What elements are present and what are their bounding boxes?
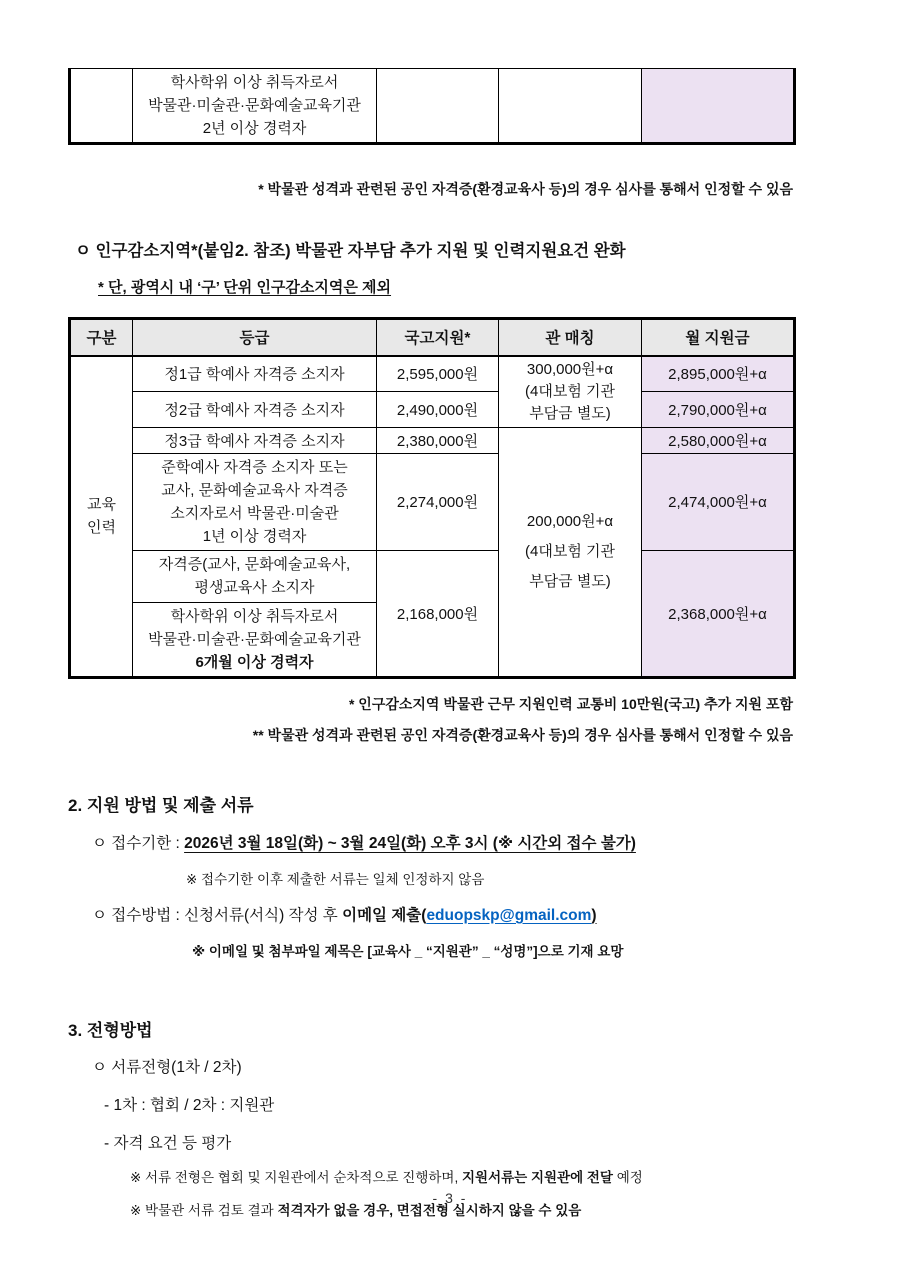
grade-line: 교사, 문화예술교육사 자격증 xyxy=(161,481,348,499)
frag-category-cell xyxy=(70,69,133,144)
matching-line: 부담금 별도) xyxy=(529,572,611,590)
section3-heading: 3. 전형방법 xyxy=(68,1020,153,1040)
deadline-line xyxy=(92,831,793,853)
table-row xyxy=(70,391,795,427)
subsidy-cell: 2,274,000원 xyxy=(377,453,499,550)
monthly-cell: 2,895,000원+α xyxy=(642,356,795,392)
grade-line: 1년 이상 경력자 xyxy=(202,527,307,545)
header-category: 구분 xyxy=(70,319,133,356)
continued-table-fragment xyxy=(68,68,796,145)
grade-line: 2년 이상 경력자 xyxy=(202,120,307,137)
screening-item: ㅇ 서류전형(1차 / 2차) xyxy=(92,1058,242,1076)
deadline-value: 2026년 3월 18일(화) ~ 3월 24일(화) 오후 3시 (※ 시간외 접수 불가) xyxy=(184,834,636,852)
matching-line: 부담금 별도) xyxy=(529,404,611,422)
grade-line-bold: 6개월 이상 경력자 xyxy=(195,653,314,671)
table-row xyxy=(70,427,795,453)
category-line: 교육 xyxy=(87,496,116,513)
table-row xyxy=(70,356,795,392)
grade-cell xyxy=(133,602,377,677)
method-close-paren: ) xyxy=(591,906,597,924)
grade-line: 박물관·미술관·문화예술교육기관 xyxy=(148,630,361,648)
table-row xyxy=(70,453,795,550)
method-bold: 이메일 제출( xyxy=(342,906,427,924)
table-row xyxy=(70,550,795,602)
subsidy-cell: 2,380,000원 xyxy=(377,427,499,453)
grade-line: 준학예사 자격증 소지자 또는 xyxy=(161,458,348,476)
note-text-bold: 지원서류는 지원관에 전달 xyxy=(461,1169,613,1185)
header-grade: 등급 xyxy=(133,319,377,356)
monthly-cell: 2,790,000원+α xyxy=(642,391,795,427)
matching-line: 300,000원+α xyxy=(526,360,614,378)
matching-cell xyxy=(499,427,642,677)
note-text: 예정 xyxy=(612,1169,643,1185)
screening-note-1 xyxy=(130,1166,793,1186)
header-matching: 관 매칭 xyxy=(499,319,642,356)
note-text: ※ 서류 전형은 협회 및 지원관에서 순차적으로 진행하며, xyxy=(130,1169,462,1185)
note-text: ※ 박물관 서류 검토 결과 xyxy=(130,1202,278,1218)
monthly-cell: 2,368,000원+α xyxy=(642,550,795,677)
fragment-footnote: * 박물관 성격과 관련된 공인 자격증(환경교육사 등)의 경우 심사를 통해서 인정할 수 있음 xyxy=(258,181,793,197)
monthly-cell: 2,474,000원+α xyxy=(642,453,795,550)
grade-cell xyxy=(133,453,377,550)
grade-cell xyxy=(133,550,377,602)
section1-heading: ㅇ 인구감소지역*(붙임2. 참조) 박물관 자부담 추가 지원 및 인력지원요건 완화 xyxy=(75,242,626,260)
subsidy-cell: 2,490,000원 xyxy=(377,391,499,427)
table-header-row xyxy=(70,319,795,356)
section1-subnote: * 단, 광역시 내 ‘구’ 단위 인구감소지역은 제외 xyxy=(98,279,392,296)
grade-cell: 정3급 학예사 자격증 소지자 xyxy=(133,427,377,453)
screening-criteria-item: - 자격 요건 등 평가 xyxy=(104,1134,232,1152)
note-text-bold: 적격자가 없을 경우, 면접전형 실시하지 않을 수 있음 xyxy=(277,1202,582,1218)
category-cell xyxy=(70,356,133,678)
method-note: ※ 이메일 및 첨부파일 제목은 [교육사 _ “지원관” _ “성명”]으로 기재 요망 xyxy=(192,943,624,959)
page-number: - 3 - xyxy=(432,1190,468,1206)
table-row xyxy=(70,69,795,144)
grade-line: 자격증(교사, 문화예술교육사, xyxy=(158,556,351,573)
deadline-label: ㅇ 접수기한 : xyxy=(92,834,185,852)
matching-cell xyxy=(499,356,642,428)
table-footnote-1: * 인구감소지역 박물관 근무 지원인력 교통비 10만원(국고) 추가 지원 포함 xyxy=(348,695,793,712)
grade-line: 학사학위 이상 취득자로서 xyxy=(170,607,339,625)
method-line xyxy=(92,903,793,925)
frag-matching-cell xyxy=(499,69,642,144)
grade-line: 평생교육사 소지자 xyxy=(194,579,315,596)
monthly-cell: 2,580,000원+α xyxy=(642,427,795,453)
email-link[interactable]: eduopskp@gmail.com xyxy=(426,906,592,924)
deadline-note: ※ 접수기한 이후 제출한 서류는 일체 인정하지 않음 xyxy=(186,871,485,887)
frag-subsidy-cell xyxy=(377,69,499,144)
grade-line: 소지자로서 박물관·미술관 xyxy=(170,504,339,522)
grade-line: 박물관·미술관·문화예술교육기관 xyxy=(148,97,361,114)
category-line: 인력 xyxy=(87,519,116,536)
subsidy-cell: 2,168,000원 xyxy=(377,550,499,677)
frag-grade-cell xyxy=(133,69,377,144)
table-footnote-2: ** 박물관 성격과 관련된 공인 자격증(환경교육사 등)의 경우 심사를 통해서 인정할 수 있음 xyxy=(252,726,793,743)
table-footnotes xyxy=(68,694,793,745)
method-label: ㅇ 접수방법 : 신청서류(서식) 작성 후 xyxy=(92,906,343,924)
matching-line: 200,000원+α xyxy=(526,512,614,530)
header-monthly: 월 지원금 xyxy=(642,319,795,356)
section2-heading: 2. 지원 방법 및 제출 서류 xyxy=(68,795,254,815)
matching-line: (4대보험 기관 xyxy=(525,382,615,400)
grade-cell: 정2급 학예사 자격증 소지자 xyxy=(133,391,377,427)
screening-stage-item: - 1차 : 협회 / 2차 : 지원관 xyxy=(104,1096,275,1114)
matching-line: (4대보험 기관 xyxy=(525,542,615,560)
frag-monthly-cell xyxy=(642,69,795,144)
grade-cell: 정1급 학예사 자격증 소지자 xyxy=(133,356,377,392)
header-subsidy: 국고지원* xyxy=(377,319,499,356)
support-amount-table xyxy=(68,317,796,679)
subsidy-cell: 2,595,000원 xyxy=(377,356,499,392)
grade-line: 학사학위 이상 취득자로서 xyxy=(170,74,339,91)
